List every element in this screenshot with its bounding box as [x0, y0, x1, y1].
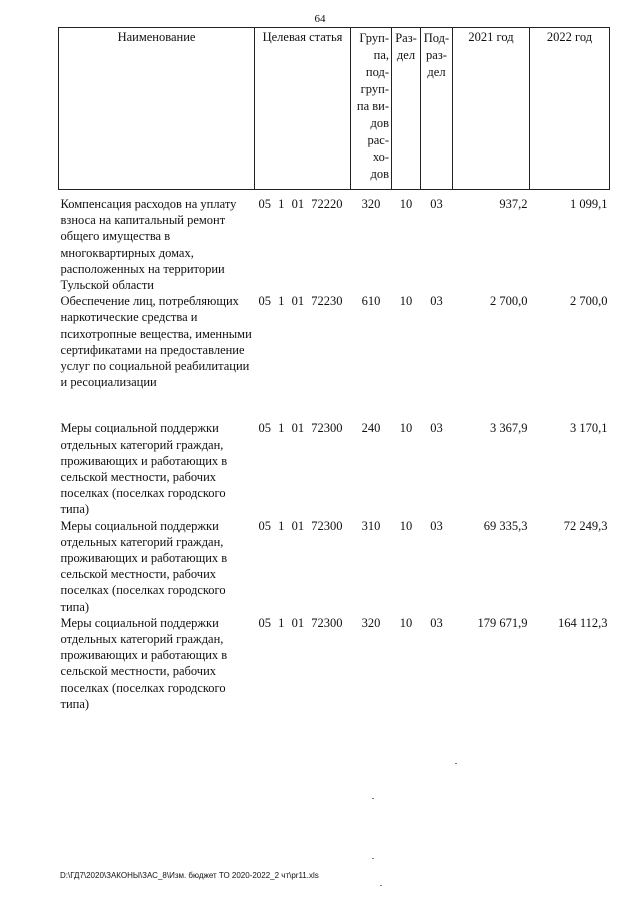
scan-speck: [372, 858, 374, 859]
row-name: Меры социальной поддержки отдельных категорий граждан, проживающих и работающих в сельской местности, рабочих поселках (поселках городского типа): [60, 421, 228, 517]
row-group: 310: [361, 518, 381, 533]
row-target-code: 05 1 01 72220: [258, 197, 343, 211]
scan-speck: [380, 885, 382, 886]
row-subsection: 03: [430, 197, 443, 211]
header-section: Раз- дел: [392, 28, 421, 190]
scan-speck: [455, 763, 457, 764]
row-2022: 2 700,0: [570, 294, 608, 309]
header-row: [59, 28, 610, 190]
row-2021: 937,2: [499, 197, 528, 211]
row-subsection: 03: [430, 518, 443, 533]
row-section: 10: [399, 421, 413, 436]
header-2021: 2021 год: [453, 28, 530, 190]
row-subsection: 03: [430, 421, 443, 436]
row-2022: 164 112,3: [557, 615, 608, 630]
row-target-code: 05 1 01 72230: [258, 294, 343, 309]
row-section: 10: [399, 615, 413, 630]
row-section: 10: [399, 294, 413, 309]
row-subsection: 03: [430, 615, 443, 630]
header-2022: 2022 год: [530, 28, 610, 190]
row-2022: 72 249,3: [563, 518, 608, 533]
row-target-code: 05 1 01 72300: [258, 615, 343, 630]
row-target-code: 05 1 01 72300: [258, 518, 343, 533]
row-2021: 2 700,0: [490, 294, 528, 309]
row-name: Компенсация расходов на уплату взноса на капитальный ремонт общего имущества в многоквартирных домах, расположенных на территории Тульской области: [60, 197, 237, 293]
row-group: 610: [361, 294, 381, 309]
row-2021: 179 671,9: [477, 615, 528, 630]
row-2022: 1 099,1: [570, 197, 608, 211]
row-group: 320: [361, 197, 381, 211]
table-row: [59, 420, 610, 517]
row-group: 240: [361, 421, 381, 436]
footer-file-path: D:\ГД7\2020\ЗАКОНЫ\ЗАС_8\Изм. бюджет ТО 2020-2022_2 чт\pr11.xls: [60, 871, 319, 880]
table-row: [59, 615, 610, 712]
row-section: 10: [399, 197, 413, 211]
scan-speck: [372, 798, 374, 799]
row-name: Меры социальной поддержки отдельных категорий граждан, проживающих и работающих в сельской местности, рабочих поселках (поселках городского типа): [60, 615, 228, 711]
table-row: [59, 196, 610, 293]
header-subsection: Под- раз- дел: [421, 28, 453, 190]
budget-table: [58, 27, 610, 712]
row-section: 10: [399, 518, 413, 533]
row-subsection: 03: [430, 294, 443, 309]
table-row: [59, 518, 610, 615]
header-name: Наименование: [59, 28, 255, 190]
header-group: Груп- па, под- груп- па ви- дов рас- хо- дов: [351, 28, 392, 190]
row-name: Меры социальной поддержки отдельных категорий граждан, проживающих и работающих в сельской местности, рабочих поселках (поселках городского типа): [60, 518, 228, 614]
row-2022: 3 170,1: [570, 421, 608, 436]
row-2021: 69 335,3: [483, 518, 528, 533]
table-row: [59, 293, 610, 420]
header-target: Целевая статья: [255, 28, 351, 190]
row-2021: 3 367,9: [490, 421, 528, 436]
row-target-code: 05 1 01 72300: [258, 421, 343, 436]
page-number: 64: [314, 13, 326, 25]
row-name: Обеспечение лиц, потребляющих наркотические средства и психотропные вещества, именными сертификатами на предоставление услуг по социальной реабилитации и ресоциализации: [60, 294, 252, 390]
row-group: 320: [361, 615, 381, 630]
